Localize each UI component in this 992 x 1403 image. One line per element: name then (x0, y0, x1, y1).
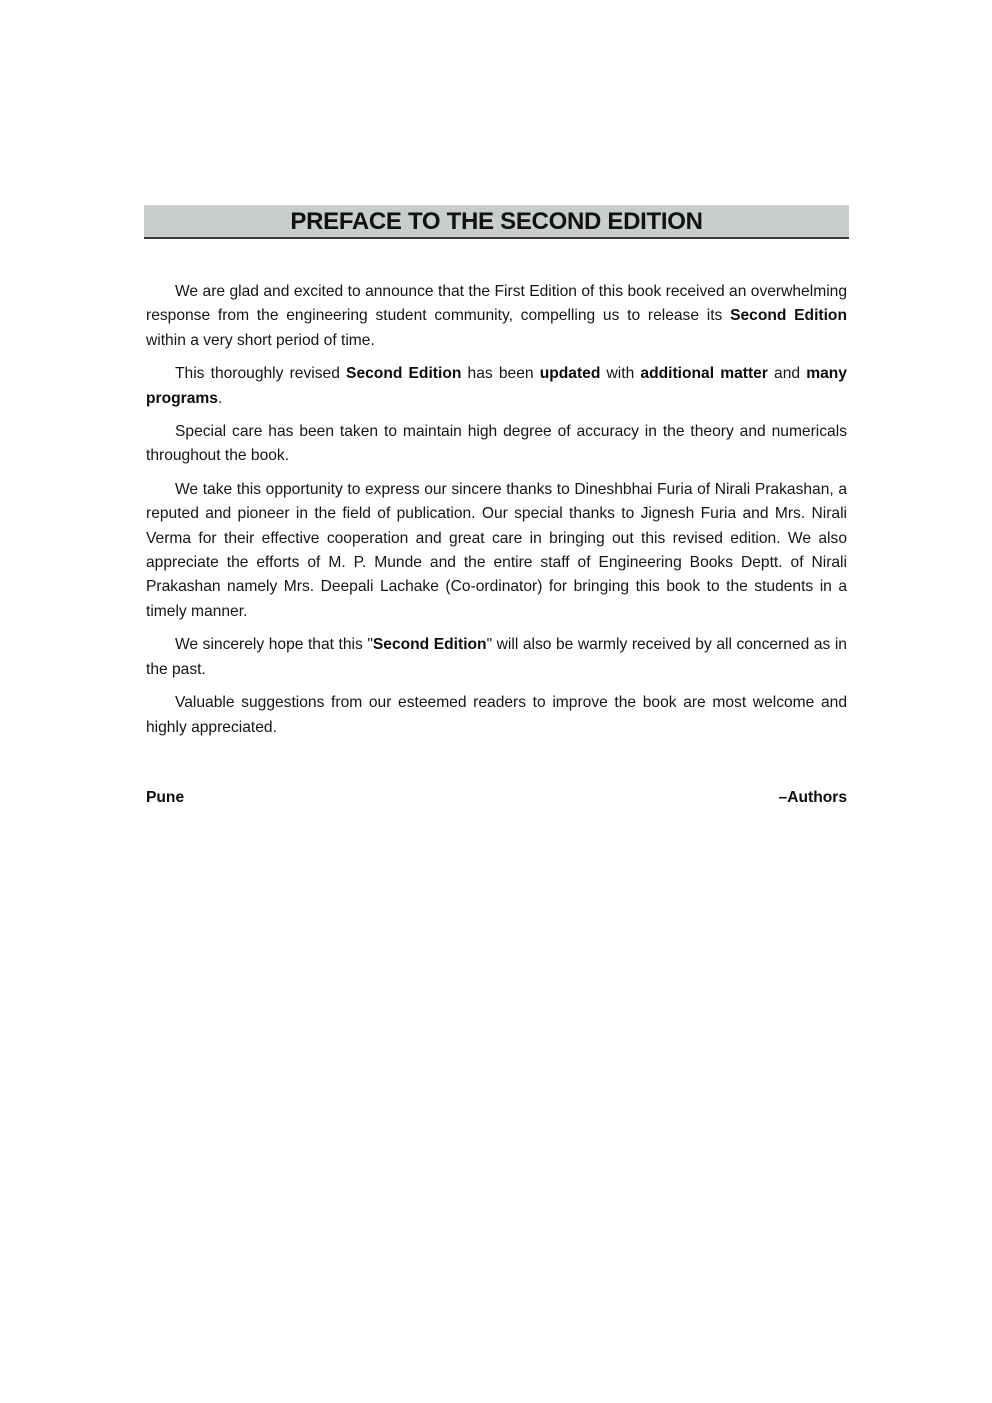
paragraph-text: with (600, 365, 641, 383)
signoff-authors: –Authors (778, 789, 847, 806)
preface-paragraph (146, 362, 847, 411)
paragraph-text: and (767, 365, 807, 383)
page-title: PREFACE TO THE SECOND EDITION (290, 208, 703, 235)
signoff-place: Pune (146, 789, 185, 806)
preface-paragraph (146, 691, 847, 740)
paragraph-text: This thoroughly revised (175, 365, 347, 383)
emphasized-text: Second Edition (372, 636, 487, 654)
preface-paragraph (146, 420, 847, 469)
title-banner (144, 205, 849, 239)
emphasized-text: updated (539, 365, 601, 383)
preface-paragraph (146, 478, 847, 624)
preface-paragraph (146, 633, 847, 682)
paragraph-text: has been (461, 365, 540, 383)
paragraph-text: We sincerely hope that this " (175, 636, 373, 654)
preface-body (146, 280, 847, 749)
emphasized-text: many programs (146, 365, 847, 407)
paragraph-text: within a very short period of time. (146, 331, 375, 349)
paragraph-text: " will also be warmly received by all concerned as in the past. (146, 636, 847, 678)
signoff-line (146, 786, 847, 810)
preface-paragraph (146, 280, 847, 353)
emphasized-text: Second Edition (730, 307, 847, 325)
paragraph-text: Valuable suggestions from our esteemed readers to improve the book are most welcome and highly appreciated. (146, 694, 847, 736)
emphasized-text: additional matter (640, 365, 768, 383)
paragraph-text: . (217, 389, 223, 407)
emphasized-text: Second Edition (346, 365, 462, 383)
paragraph-text: We take this opportunity to express our sincere thanks to Dineshbhai Furia of Nirali Prakashan, a reputed and pioneer in the field of publication. Our special thanks to Jignesh Furia and Mrs. Nirali Verma for their effective cooperation and great care in bringing out this revised edition. We also appreciate the efforts of M. P. Munde and the entire staff of Engineering Books Deptt. of Nirali Prakashan namely Mrs. Deepali Lachake (Co-ordinator) for bringing this book to the students in a timely manner. (146, 480, 847, 620)
paragraph-text: We are glad and excited to announce that the First Edition of this book received an overwhelming response from the engineering student community, compelling us to release its (146, 283, 847, 325)
paragraph-text: Special care has been taken to maintain high degree of accuracy in the theory and numericals throughout the book. (146, 423, 847, 465)
